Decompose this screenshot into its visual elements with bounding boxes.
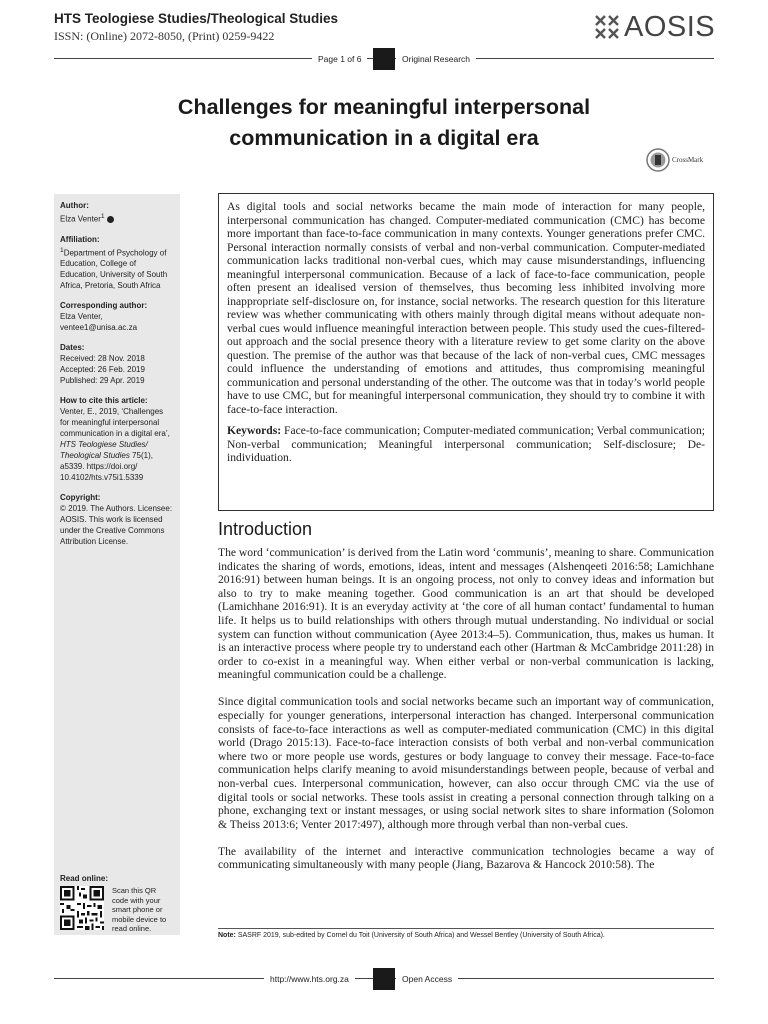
date-published: Published: 29 Apr. 2019 (60, 376, 145, 386)
qr-code-icon[interactable] (60, 886, 104, 930)
note-text: SASRF 2019, sub-edited by Cornel du Toit (University of South Africa) and Wessel Bentley (University of South Africa). (235, 932, 605, 939)
footer-marker (373, 968, 395, 990)
publisher-name: AOSIS (624, 10, 716, 43)
copyright-heading: Copyright: (60, 493, 101, 503)
read-online-heading: Read online: (60, 874, 109, 883)
author-heading: Author: (60, 201, 89, 210)
corresponding-section (60, 300, 174, 333)
author-name: Elza Venter$^1$ (60, 211, 174, 225)
paragraph-2: Since digital communication tools and social networks became such an important way of communication, especially for younger generations, interpersonal interaction has changed. Interpersonal communication consists of face-to-face interactions as well as computer-mediated communication (CMC) in this digital world (Drago 2015:13). Face-to-face interaction consists of both verbal and non-verbal communication where two or more people use words, gestures or body language to convey their message. Face-to-face communication helps clarify meaning to avoid misunderstandings between people, because of verbal and non-verbal cues. Interpersonal communication, however, can also occur through CMC via the use of digital tools or social networks. These tools assist in creating a personal connection through talking on a phone, exchanging text or instant messages, or using social network sites to share information (Solomon & Theiss 2013:6; Venter 2017:497), although more through verbal than non-verbal cues. (218, 695, 714, 831)
article-title: Challenges for meaningful interpersonal communication in a digital era (177, 95, 591, 150)
keywords-text: Face-to-face communication; Computer-mediated communication; Verbal communication; Non-verbal communication; Meaningful interpersonal communication; Self-disclosure; De-individuation. (227, 424, 705, 464)
crossmark-icon (646, 148, 670, 172)
header-marker (373, 48, 395, 70)
abstract-box (218, 193, 714, 511)
author-section (60, 200, 174, 225)
body-text (218, 546, 714, 886)
publisher-logo (594, 12, 715, 42)
open-access-label: Open Access (396, 968, 458, 990)
affiliation-marker: 1 (100, 213, 105, 220)
corresponding-heading: Corresponding author: (60, 301, 148, 311)
read-online-instructions: Scan this QR code with your smart phone or mobile device to read online. (112, 886, 167, 933)
date-received: Received: 28 Nov. 2018 (60, 354, 145, 364)
keywords (227, 424, 705, 465)
article-type: Original Research (396, 48, 476, 70)
dates-section (60, 342, 174, 386)
corresponding-email[interactable]: ventee1@unisa.ac.za (60, 323, 138, 333)
paragraph-1: The word ‘communication’ is derived from the Latin word ‘communis’, meaning to share. Communication indicates the sharing of words, emotions, ideas, intent and messages (Alshenqeeti 2016:58; Lamichhane 2016:91) between human beings. It is an ongoing process, not only to convey ideas and information but also to try to make meaning together. Good communication is an art that should be developed (Lamichhane 2016:91). It is an everyday activity at ‘the core of all human contact’ fundamental to human life. It helps us to build relationships with others through mutual understanding. No individual or social system can function without communication (Ayee 2013:4–5). Communication, thus, makes us human. It is an interactive process where people try to understand each other (Hartman & McCambridge 2011:28) in order to co-exist in a meaningful way. When either verbal or non-verbal communication is lacking, meaningful communication could be a challenge. (218, 546, 714, 682)
citation-heading: How to cite this article: (60, 396, 148, 406)
crossmark-label: CrossMark (672, 156, 704, 164)
section-heading: Introduction (218, 519, 313, 539)
affiliation-sup: 1 (60, 246, 64, 254)
citation-text: Venter, E., 2019, ‘Challenges for meaningful interpersonal communication in a digital era’, HTS Teologiese Studies/ Theological Studies 75(1), a5339. https://doi.org/ 10.4102/hts.v75i1.5339 (60, 407, 170, 483)
journal-url[interactable]: http://www.hts.org.za (264, 968, 355, 990)
aosis-logo-icon (594, 14, 620, 40)
corresponding-name: Elza Venter, (60, 312, 103, 322)
keywords-label: Keywords: (227, 424, 282, 437)
crossmark-badge[interactable] (646, 148, 703, 172)
copyright-text: © 2019. The Authors. Licensee: AOSIS. This work is licensed under the Creative Commons Attribution License. (60, 504, 173, 547)
citation-section (60, 395, 174, 483)
date-accepted: Accepted: 26 Feb. 2019 (60, 365, 145, 375)
issn: ISSN: (Online) 2072-8050, (Print) 0259-9422 (54, 29, 275, 43)
article-info-sidebar (54, 194, 180, 935)
affiliation-text: $^1$Department of Psychology of Education, College of Education, University of South Africa, Pretoria, South Africa (60, 246, 168, 291)
affiliation-heading: Affiliation: (60, 234, 100, 244)
dates-heading: Dates: (60, 343, 85, 353)
journal-name: HTS Teologiese Studies/Theological Studies (54, 11, 339, 26)
affiliation-section (60, 234, 174, 292)
abstract-text: As digital tools and social networks became the main mode of interaction for many people, interpersonal communication has changed. Computer-mediated communication (CMC) has become more important than face-to-face communication in many contexts. Younger generations prefer CMC. Personal interaction normally consists of verbal and non-verbal communication. Computer-mediated communication lacks traditional non-verbal cues, which may cause misunderstandings, influencing meaningful interpersonal communication. Because of a lack of face-to-face communication, people often present an idealised version of themselves, thus becoming less inhibited involving more inappropriate self-disclosure on, for instance, social networks. The research question for this literature review was whether communicating with others mainly through digital means without adequate non-verbal cues would influence meaningful interaction between people. This study used the cues-filtered-out approach and the social presence theory with a literature review to get some clarity on the above question. The premise of the author was that because of the lack of non-verbal cues, CMC messages could influence the understanding of emotions and attitudes, thus compromising meaningful communication and personal understanding of the other. The outcome was that in today’s world people have to use CMC, but for meaningful interpersonal communication, they should try to combine it with face-to-face interaction. (227, 200, 705, 416)
read-online-box (54, 870, 180, 935)
copyright-section (60, 492, 174, 547)
orcid-icon[interactable] (107, 216, 114, 223)
paragraph-3: The availability of the internet and interactive communication technologies became a way of communicating simultaneously with many people (Jiang, Bazarova & Hancock 2010:58). The (218, 844, 714, 872)
page-number: Page 1 of 6 (312, 48, 367, 70)
note-label: Note: (218, 932, 236, 939)
footnote (218, 928, 714, 939)
